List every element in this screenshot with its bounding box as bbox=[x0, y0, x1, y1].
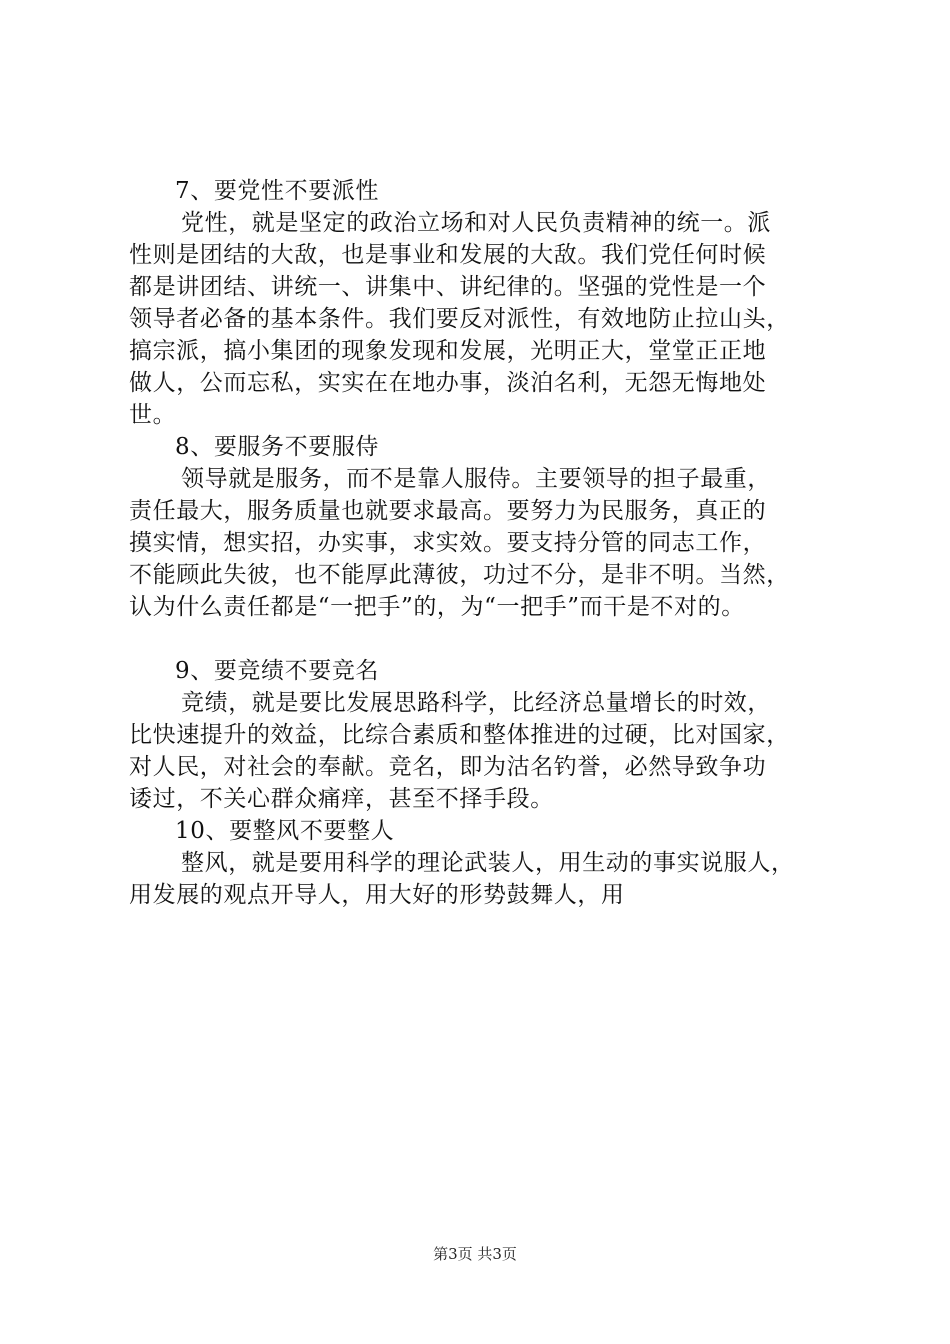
paragraph-line: 比快速提升的效益，比综合素质和整体推进的过硬，比对国家， bbox=[129, 722, 790, 748]
paragraph-line: 认为什么责任都是“一把手”的，为“一把手”而干是不对的。 bbox=[129, 594, 745, 620]
page-number: 第3页 共3页 bbox=[433, 1245, 517, 1263]
paragraph-line: 都是讲团结、讲统一、讲集中、讲纪律的。坚强的党性是一个 bbox=[129, 274, 767, 300]
paragraph-line: 对人民，对社会的奉献。竞名，即为沽名钓誉，必然导致争功 bbox=[129, 754, 767, 780]
section-8 bbox=[129, 431, 854, 655]
paragraph-line: 领导者必备的基本条件。我们要反对派性，有效地防止拉山头， bbox=[129, 306, 790, 332]
paragraph-line: 竞绩，就是要比发展思路科学，比经济总量增长的时效， bbox=[181, 690, 771, 716]
section-heading: 10、要整风不要整人 bbox=[175, 818, 395, 844]
paragraph-line: 搞宗派，搞小集团的现象发现和发展，光明正大，堂堂正正地 bbox=[129, 338, 767, 364]
section-10 bbox=[129, 815, 854, 911]
paragraph-line: 不能顾此失彼，也不能厚此薄彼，功过不分，是非不明。当然， bbox=[129, 562, 790, 588]
section-heading: 7、要党性不要派性 bbox=[175, 178, 380, 204]
document-body bbox=[129, 175, 854, 911]
paragraph-line: 做人，公而忘私，实实在在地办事，淡泊名利，无怨无悔地处 bbox=[129, 370, 767, 396]
paragraph-line: 用发展的观点开导人，用大好的形势鼓舞人，用 bbox=[129, 882, 625, 908]
paragraph-line: 性则是团结的大敌，也是事业和发展的大敌。我们党任何时候 bbox=[129, 242, 767, 268]
page-footer bbox=[0, 1244, 950, 1264]
blank-line bbox=[129, 623, 854, 655]
paragraph-line: 领导就是服务，而不是靠人服侍。主要领导的担子最重， bbox=[181, 466, 771, 492]
section-9 bbox=[129, 655, 854, 815]
paragraph-line: 党性，就是坚定的政治立场和对人民负责精神的统一。派 bbox=[181, 210, 771, 236]
paragraph-line: 摸实情，想实招，办实事，求实效。要支持分管的同志工作， bbox=[129, 530, 767, 556]
paragraph-line: 责任最大，服务质量也就要求最高。要努力为民服务，真正的 bbox=[129, 498, 767, 524]
section-7 bbox=[129, 175, 854, 431]
section-heading: 8、要服务不要服侍 bbox=[175, 434, 380, 460]
paragraph-line: 诿过，不关心群众痛痒，甚至不择手段。 bbox=[129, 786, 554, 812]
paragraph-line: 整风，就是要用科学的理论武装人，用生动的事实说服人， bbox=[181, 850, 795, 876]
paragraph-line: 世。 bbox=[129, 402, 177, 428]
section-heading: 9、要竞绩不要竞名 bbox=[175, 658, 380, 684]
